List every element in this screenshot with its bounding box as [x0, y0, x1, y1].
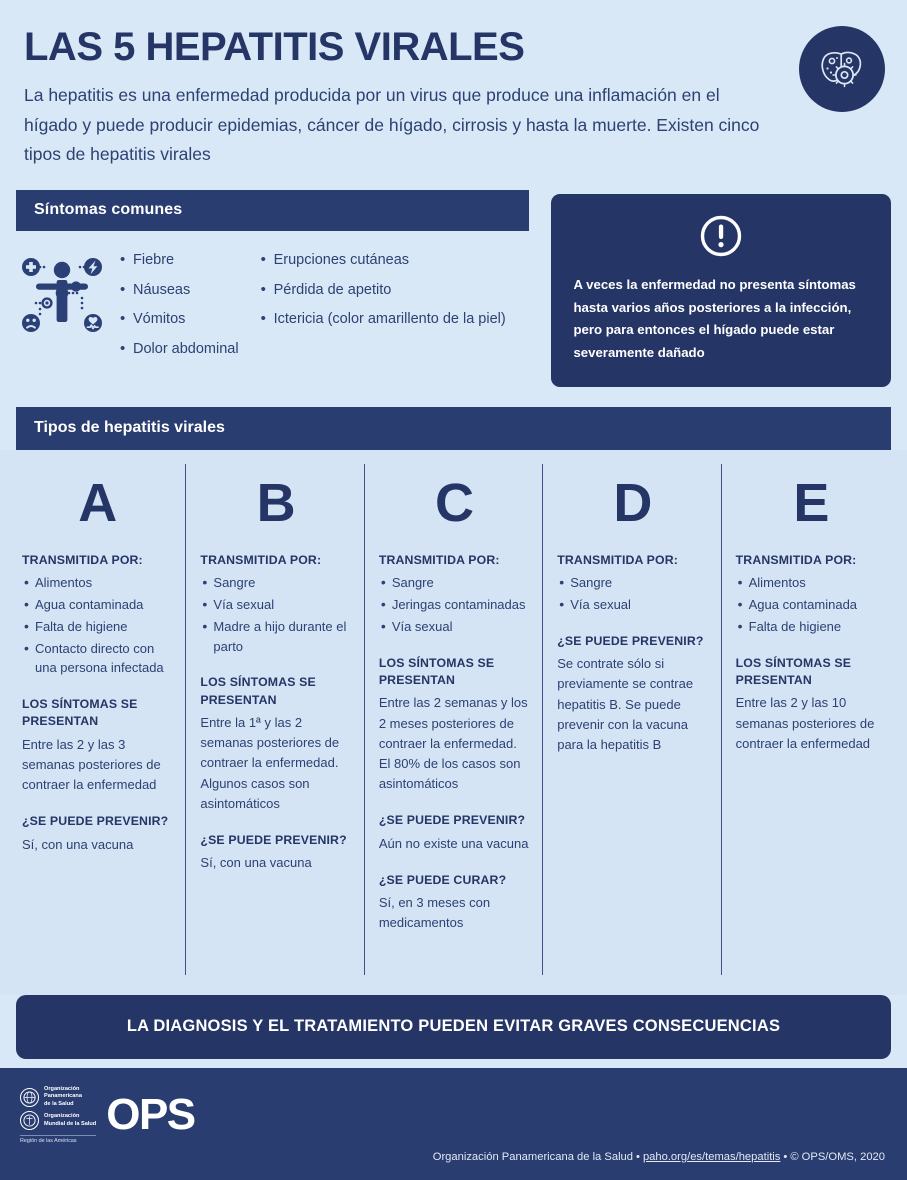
list-item: • Vía sexual	[379, 617, 530, 637]
list-item: • Sangre	[557, 573, 708, 593]
intro-paragraph: La hepatitis es una enfermedad producida por un virus que produce una inflamación en el hígado y puede producir epidemias, cáncer de hígado, cirrosis y hasta la muerte. Existen cinco tipos de hepatitis virales	[24, 85, 760, 165]
block-heading: LOS SÍNTOMAS SE PRESENTAN	[200, 675, 316, 707]
block-heading: LOS SÍNTOMAS SE PRESENTAN	[22, 697, 138, 729]
type-letter: B	[256, 472, 296, 533]
logo-marks	[20, 1086, 96, 1144]
list-item: • Contacto directo con una persona infectada	[22, 639, 173, 679]
who-seal-icon	[20, 1111, 39, 1130]
logo-who-row	[20, 1111, 96, 1130]
list-item: • Náuseas	[120, 283, 239, 298]
credit-copyright: © OPS/OMS, 2020	[790, 1151, 885, 1163]
type-letter: D	[613, 472, 653, 533]
block-text: Entre las 2 y las 10 semanas posteriores de contraer la enfermedad	[735, 695, 875, 751]
block-heading: TRANSMITIDA POR:	[735, 552, 857, 567]
block-prevention	[200, 832, 351, 874]
cta-banner: LA DIAGNOSIS Y EL TRATAMIENTO PUEDEN EVITAR GRAVES CONSECUENCIAS	[16, 995, 891, 1059]
types-section	[0, 407, 907, 995]
warning-icon-wrap	[573, 212, 869, 260]
symptoms-card	[16, 190, 529, 371]
transmission-list	[736, 573, 887, 636]
credit-link[interactable]: paho.org/es/temas/hepatitis	[642, 1151, 781, 1163]
block-heading: ¿SE PUEDE PREVENIR?	[378, 813, 526, 828]
exclamation-circle-icon	[697, 212, 745, 260]
block-transmission	[200, 552, 351, 656]
type-column-b	[185, 464, 363, 975]
type-column-e	[721, 464, 899, 975]
block-symptoms	[200, 674, 351, 814]
types-panel	[0, 450, 907, 995]
paho-logo	[20, 1086, 195, 1144]
footer-credit	[433, 1151, 885, 1163]
credit-org: Organización Panamericana de la Salud	[432, 1151, 634, 1163]
liver-virus-badge	[799, 26, 885, 112]
block-prevention	[557, 633, 708, 755]
list-item: • Vía sexual	[200, 595, 351, 615]
block-text: Sí, con una vacuna	[22, 836, 134, 852]
list-item: • Dolor abdominal	[120, 342, 239, 357]
logo-paho-row	[20, 1086, 96, 1108]
list-item: • Sangre	[200, 573, 351, 593]
block-heading: TRANSMITIDA POR:	[200, 552, 322, 567]
block-text: Aún no existe una vacuna	[378, 835, 529, 851]
header	[0, 0, 907, 190]
virus-glyph	[833, 64, 856, 87]
credit-sep-1: •	[636, 1151, 640, 1163]
list-item: • Fiebre	[120, 253, 239, 268]
sick-person-symptoms-icon	[20, 253, 104, 337]
symptoms-title: Síntomas comunes	[16, 190, 529, 231]
list-item: • Agua contaminada	[22, 595, 173, 615]
warning-text: A veces la enfermedad no presenta síntomas hasta varios años posteriores a la infección, pero para entonces el hígado puede estar severamente dañado	[573, 277, 856, 361]
block-text: Entre las 2 y las 3 semanas posteriores de contraer la enfermedad	[22, 736, 161, 793]
type-column-c	[364, 464, 542, 975]
block-text: Entre las 2 semanas y los 2 meses posteriores de contraer la enfermedad. El 80% de los casos son asintomáticos	[378, 695, 528, 791]
block-symptoms	[736, 655, 887, 754]
type-letter: A	[78, 472, 118, 533]
list-item: • Erupciones cutáneas	[261, 253, 506, 268]
mid-section	[0, 190, 907, 387]
type-letter: E	[793, 472, 830, 533]
list-item: • Vía sexual	[557, 595, 708, 615]
block-transmission	[22, 552, 173, 678]
logo-ops-abbr: OPS	[106, 1090, 195, 1140]
credit-sep-2: •	[783, 1151, 788, 1163]
transmission-list	[557, 573, 708, 615]
transmission-list	[379, 573, 530, 636]
transmission-list	[200, 573, 351, 656]
liver-virus-icon	[814, 41, 870, 97]
list-item: • Falta de higiene	[22, 617, 173, 637]
block-transmission	[379, 552, 530, 637]
block-heading: ¿SE PUEDE PREVENIR?	[557, 633, 704, 648]
list-item: • Jeringas contaminadas	[379, 595, 530, 615]
list-item: • Alimentos	[22, 573, 173, 593]
list-item: • Agua contaminada	[736, 595, 887, 615]
block-text: Sí, con una vacuna	[200, 855, 312, 871]
block-prevention	[379, 812, 530, 854]
list-item: • Alimentos	[736, 573, 887, 593]
symptoms-lists	[120, 249, 523, 371]
type-column-d	[542, 464, 720, 975]
block-heading: ¿SE PUEDE CURAR?	[378, 872, 507, 887]
block-cure	[379, 872, 530, 934]
block-heading: ¿SE PUEDE PREVENIR?	[22, 814, 169, 829]
block-text: Sí, en 3 meses con medicamentos	[378, 895, 491, 931]
block-text: Se contrate sólo si previamente se contrae hepatitis B. Se puede prevenir con la vacuna para la hepatitis B	[557, 656, 694, 752]
symptoms-column-2	[261, 253, 506, 371]
type-letter: C	[435, 472, 475, 533]
list-item: • Pérdida de apetito	[261, 283, 506, 298]
symptoms-icon-wrap	[20, 249, 108, 342]
warning-box	[551, 194, 891, 387]
page-title: LAS 5 HEPATITIS VIRALES	[24, 25, 525, 69]
types-title: Tipos de hepatitis virales	[16, 407, 891, 450]
list-item: • Vómitos	[120, 312, 239, 327]
block-heading: LOS SÍNTOMAS SE PRESENTAN	[378, 655, 495, 687]
paho-seal-icon	[20, 1088, 39, 1107]
block-heading: TRANSMITIDA POR:	[378, 552, 500, 567]
block-heading: TRANSMITIDA POR:	[557, 552, 679, 567]
block-prevention	[22, 813, 173, 855]
logo-paho-text: Organización Panamericana de la Salud	[44, 1086, 82, 1107]
footer	[0, 1068, 907, 1180]
block-symptoms	[22, 696, 173, 795]
block-heading: LOS SÍNTOMAS SE PRESENTAN	[735, 655, 852, 687]
type-column-a	[8, 464, 185, 975]
block-symptoms	[379, 655, 530, 795]
list-item: • Falta de higiene	[736, 617, 887, 637]
block-transmission	[736, 552, 887, 637]
list-item: • Madre a hijo durante el parto	[200, 617, 351, 657]
block-heading: TRANSMITIDA POR:	[22, 552, 143, 567]
logo-who-text: Organización Mundial de la Salud	[44, 1113, 97, 1127]
list-item: • Sangre	[379, 573, 530, 593]
block-heading: ¿SE PUEDE PREVENIR?	[200, 832, 347, 847]
block-text: Entre la 1ª y las 2 semanas posteriores de contraer la enfermedad. Algunos casos son asintomáticos	[200, 715, 340, 811]
list-item: • Ictericia (color amarillento de la piel)	[261, 312, 506, 327]
transmission-list	[22, 573, 173, 678]
symptoms-column-1	[120, 253, 239, 371]
logo-region-text: Región de las Américas	[20, 1135, 96, 1144]
block-transmission	[557, 552, 708, 615]
